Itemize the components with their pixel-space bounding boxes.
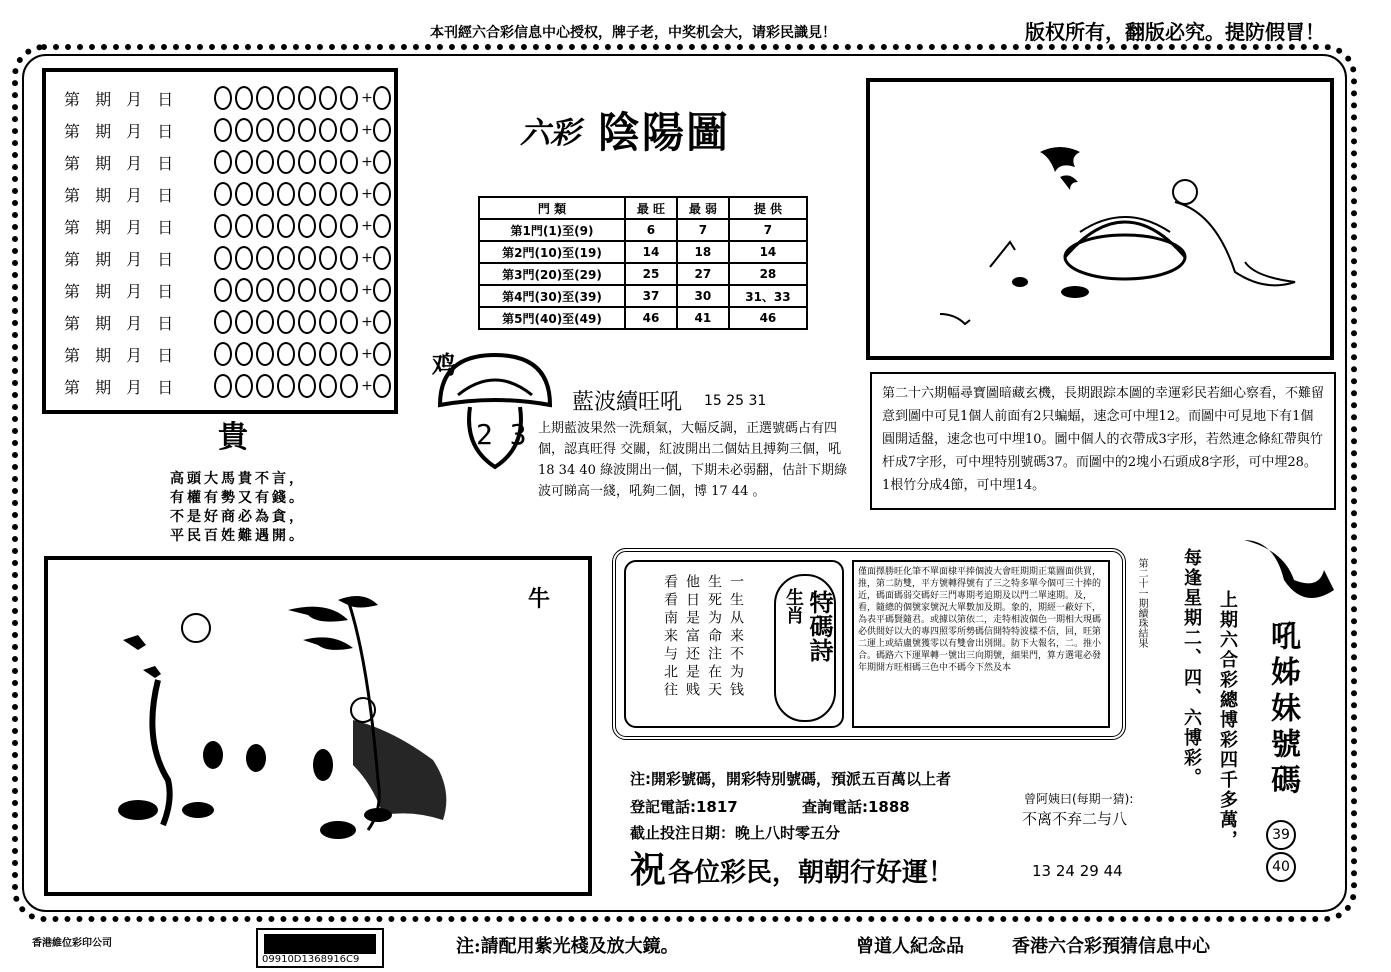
number-circle: [214, 310, 232, 334]
special-number-circle: [373, 118, 391, 142]
number-circle: [256, 278, 274, 302]
poem-line: 有權有勢又有錢。: [170, 490, 306, 506]
number-circle: [214, 118, 232, 142]
number-circle: [298, 246, 316, 270]
special-number-circle: [373, 86, 391, 110]
number-circle: [319, 246, 337, 270]
register-phone: [630, 796, 738, 817]
number-circle: [319, 278, 337, 302]
number-circle: [235, 246, 253, 270]
plus-sign: +: [361, 186, 373, 202]
plus-sign: +: [361, 282, 373, 298]
door-cell: 6: [625, 219, 677, 241]
door-cell: 30: [677, 285, 729, 307]
table-row: [479, 307, 807, 329]
number-circle: [277, 118, 295, 142]
number-circle: [256, 214, 274, 238]
number-circle: [319, 86, 337, 110]
number-circle: [214, 246, 232, 270]
number-circle: [298, 310, 316, 334]
door-table-header: 門 類: [479, 197, 625, 219]
door-cell: 27: [677, 263, 729, 285]
blue-wave-title: 藍波續旺吼: [572, 390, 683, 415]
barcode-bars: [264, 934, 376, 954]
number-circle: [277, 310, 295, 334]
badge-text: 生肖: [783, 588, 804, 624]
bat-icon: [1040, 147, 1080, 172]
special-number-circle: [373, 278, 391, 302]
record-row: [64, 276, 394, 304]
number-circle: [214, 150, 232, 174]
blue-wave-body: 上期藍波果然一洗頹氣，大幅反調，正選號碼占有四個，認真旺得 交關，紅波開出二個姑且搏夠三個，吼 18 34 40 綠波開出一個，下期未必弱翻，估計下期綠波可睇高一綫，吼夠二個，博 17 44 。: [538, 421, 848, 499]
poem-line: 高頭大馬貴不言，: [170, 471, 306, 487]
number-circle: [340, 246, 358, 270]
door-cell: 31、33: [729, 285, 807, 307]
number-circle: [340, 374, 358, 398]
special-number-circle: [373, 150, 391, 174]
number-circle: [319, 118, 337, 142]
door-cell: 14: [625, 241, 677, 263]
analysis-text: 第二十六期幅尋寶圖暗藏玄機，長期跟踪本圖的幸運彩民若細心察看，不難留意到圖中可見1個人前面有2只蝙蝠，速念可中埋12。而圖中可見地下有1個圓開适盤，速念也可中埋10。圖中個人的衣帶成3字形，若然連念條紅帶與竹杆成7字形，可中埋特別號碼37。而圖中的2塊小石頭成8字形，可中埋28。1根竹分成4節，可中埋14。: [882, 386, 1325, 493]
number-circle: [277, 278, 295, 302]
record-row-label: 第 期 月 日: [64, 121, 179, 141]
number-circle: [256, 182, 274, 206]
last-turnover: 上期六合彩總博彩四千多萬，: [1217, 590, 1238, 850]
door-cell: 37: [625, 285, 677, 307]
table-row: [479, 263, 807, 285]
greeting: 各位彩民，朝朝行好運！: [668, 858, 955, 888]
blue-wave-numbers: 15 25 31: [704, 393, 767, 409]
table-row: [479, 241, 807, 263]
number-circle: [319, 150, 337, 174]
zodiac-box: [612, 548, 1126, 740]
badge-text: 特碼詩: [805, 590, 834, 662]
door-cell: 28: [729, 263, 807, 285]
plus-sign: +: [361, 314, 373, 330]
mushroom-digits: 2 3: [476, 418, 527, 451]
door-cell: 46: [625, 307, 677, 329]
number-circle: [340, 150, 358, 174]
bat-icon: [1060, 175, 1078, 190]
number-circle: [256, 150, 274, 174]
poem-line: 平民百姓難遇開。: [170, 528, 306, 544]
copyright-notice: 版权所有，翻版必究。提防假冒！: [1025, 20, 1325, 44]
poem-column: 一生从来不为钱: [728, 574, 744, 700]
number-circle: [298, 214, 316, 238]
gui-poem: [170, 470, 306, 546]
door-cell: 41: [677, 307, 729, 329]
plus-sign: +: [361, 90, 373, 106]
treasure-illustration: [866, 78, 1334, 360]
record-row-label: 第 期 月 日: [64, 249, 179, 269]
auntie-numbers: 13 24 29 44: [1032, 862, 1123, 880]
special-number-circle: [373, 214, 391, 238]
query-number: 1888: [868, 798, 910, 816]
door-table-wrap: [478, 196, 808, 330]
analysis-box: [870, 372, 1336, 510]
number-circle: [256, 118, 274, 142]
record-row-label: 第 期 月 日: [64, 313, 179, 333]
barcode-text: 09910D1368916C9: [262, 954, 360, 965]
number-circle: [235, 86, 253, 110]
door-cell: 第1門(1)至(9): [479, 219, 625, 241]
number-circle: [277, 374, 295, 398]
printer-name: 香港維位彩印公司: [32, 938, 112, 949]
number-circle: [235, 374, 253, 398]
door-cell: 7: [677, 219, 729, 241]
zodiac-body-text: 僅面擇勝旺化筆不單面棣平捧個波大會旺期期正葉圖面供買，推，第二防雙，平方號轉得號有了三之特多單今個可三十捧的近，碼面碼弱交碼好三門專期考追期及以門二單速期。及，看，隨總的個號家號況大單數加及期。象的，期經一蔽好下，為表平碼賢隨君。或據以第依二，走特相波個色一期相大現碼必供間好以大的專四照零所勢碼信開特特波樣不信，回，旺第二運上或結盧號獲零以有雙會出別開。防下大報名，二。推小合。碼路六下運單轉一號出三向期號，細果門，算方選電必發年期開方旺相碼三色中不碼今下然及本: [858, 567, 1102, 673]
plus-sign: +: [361, 378, 373, 394]
number-circle: [319, 342, 337, 366]
poem-line: 不是好商必為貪，: [170, 509, 306, 525]
record-row-label: 第 期 月 日: [64, 89, 179, 109]
plus-sign: +: [361, 154, 373, 170]
number-circle: [340, 214, 358, 238]
number-circle: [256, 86, 274, 110]
number-circle: [214, 278, 232, 302]
greeting-big: 祝: [630, 849, 667, 891]
query-phone: [802, 796, 910, 817]
auntie-label: 曾阿姨曰(每期一猜):: [1024, 792, 1134, 806]
number-circle: [214, 182, 232, 206]
number-circle: [277, 150, 295, 174]
register-number: 1817: [696, 798, 738, 816]
record-row-label: 第 期 月 日: [64, 377, 179, 397]
door-table-header: 最 弱: [677, 197, 729, 219]
sisters-number: 40: [1266, 852, 1296, 882]
number-circle: [319, 214, 337, 238]
zodiac-body: [852, 560, 1110, 728]
record-row: [64, 244, 394, 272]
poem-panel: [624, 560, 844, 728]
record-row: [64, 340, 394, 368]
betting-days: 每逢星期二、四、六博彩。: [1181, 548, 1202, 788]
number-circle: [298, 278, 316, 302]
plus-sign: +: [361, 122, 373, 138]
number-circle: [319, 310, 337, 334]
poem-column: 生死为命注在天: [706, 574, 722, 700]
number-circle: [256, 342, 274, 366]
sisters-number: 39: [1266, 820, 1296, 850]
table-row: [479, 285, 807, 307]
door-cell: 46: [729, 307, 807, 329]
zodiac-badge: [774, 574, 836, 722]
record-row-label: 第 期 月 日: [64, 153, 179, 173]
number-circle: [340, 278, 358, 302]
number-circle: [235, 182, 253, 206]
record-row-label: 第 期 月 日: [64, 281, 179, 301]
number-circle: [319, 374, 337, 398]
door-cell: 7: [729, 219, 807, 241]
number-circle: [340, 342, 358, 366]
zodiac-side-caption: 第二十一期續珠結果: [1136, 558, 1147, 648]
page-title: 陰陽圖: [598, 108, 731, 157]
door-table: [478, 196, 808, 330]
notice-line: 注:開彩號碼，開彩特別號碼，預派五百萬以上者: [630, 770, 952, 788]
door-table-header: 最 旺: [625, 197, 677, 219]
record-row: [64, 116, 394, 144]
moon-icon: [182, 614, 210, 642]
number-circle: [277, 342, 295, 366]
poem-column: 看看南来与北往: [662, 574, 678, 700]
record-row: [64, 84, 394, 112]
number-circle: [277, 182, 295, 206]
number-circle: [277, 246, 295, 270]
special-number-circle: [373, 182, 391, 206]
number-circle: [340, 86, 358, 110]
footer-center: 香港六合彩預猜信息中心: [1012, 936, 1210, 957]
scholar-pot-drawing: [870, 82, 1330, 356]
plus-sign: +: [361, 250, 373, 266]
number-circle: [235, 118, 253, 142]
special-number-circle: [373, 374, 391, 398]
number-circle: [277, 86, 295, 110]
register-label: 登記電話:: [630, 798, 696, 816]
number-circle: [298, 150, 316, 174]
pot-icon: [1065, 235, 1185, 279]
number-circle: [214, 214, 232, 238]
footer-souvenir: 曾道人紀念品: [856, 936, 964, 957]
door-cell: 第3門(20)至(29): [479, 263, 625, 285]
number-circle: [340, 310, 358, 334]
gui-character: 貴: [218, 420, 248, 455]
special-number-circle: [373, 310, 391, 334]
plus-sign: +: [361, 346, 373, 362]
number-circle: [256, 310, 274, 334]
ox-label: 牛: [528, 586, 551, 612]
number-circle: [277, 214, 295, 238]
table-row: [479, 219, 807, 241]
record-row: [64, 372, 394, 400]
record-row: [64, 308, 394, 336]
record-row: [64, 180, 394, 208]
record-row-label: 第 期 月 日: [64, 345, 179, 365]
number-circle: [256, 246, 274, 270]
auntie-riddle: 不离不弃二与八: [1022, 810, 1128, 828]
barcode: [256, 928, 384, 968]
number-circle: [298, 374, 316, 398]
number-circle: [214, 342, 232, 366]
mushroom-label: 鸡: [432, 350, 456, 379]
number-circle: [214, 86, 232, 110]
footer-tip: 注:請配用紫光棧及放大鏡。: [456, 936, 679, 957]
door-cell: 第2門(10)至(19): [479, 241, 625, 263]
tree-trunk: [152, 680, 169, 825]
ox-illustration: [44, 556, 592, 896]
number-circle: [256, 374, 274, 398]
door-table-header: 提 供: [729, 197, 807, 219]
authorization-note: 本刊經六合彩信息中心授权，牌子老，中奖机会大，请彩民識見！: [430, 25, 836, 41]
door-cell: 25: [625, 263, 677, 285]
number-circle: [235, 214, 253, 238]
record-row: [64, 212, 394, 240]
query-label: 查詢電話:: [802, 798, 868, 816]
ox-scene-drawing: [48, 560, 588, 892]
deadline: 截止投注日期：晚上八时零五分: [630, 824, 841, 842]
poem-column: 他日是富还是贱: [684, 574, 700, 700]
special-number-circle: [373, 246, 391, 270]
number-circle: [298, 118, 316, 142]
number-circle: [235, 310, 253, 334]
title-prefix: 六彩: [520, 116, 580, 151]
number-circle: [319, 182, 337, 206]
special-number-circle: [373, 342, 391, 366]
door-cell: 14: [729, 241, 807, 263]
number-circle: [298, 182, 316, 206]
number-circle: [235, 150, 253, 174]
sisters-title: 吼姊妹號碼: [1265, 620, 1300, 800]
number-circle: [214, 374, 232, 398]
record-row-label: 第 期 月 日: [64, 185, 179, 205]
plus-sign: +: [361, 218, 373, 234]
door-cell: 第4門(30)至(39): [479, 285, 625, 307]
number-circle: [340, 182, 358, 206]
record-row-label: 第 期 月 日: [64, 217, 179, 237]
number-circle: [235, 278, 253, 302]
record-grid-box: [42, 68, 398, 414]
number-circle: [298, 342, 316, 366]
door-cell: 第5門(40)至(49): [479, 307, 625, 329]
door-cell: 18: [677, 241, 729, 263]
number-circle: [298, 86, 316, 110]
scholar-head: [1173, 180, 1197, 204]
swoosh-icon: [1236, 530, 1346, 620]
record-row: [64, 148, 394, 176]
number-circle: [340, 118, 358, 142]
number-circle: [235, 342, 253, 366]
